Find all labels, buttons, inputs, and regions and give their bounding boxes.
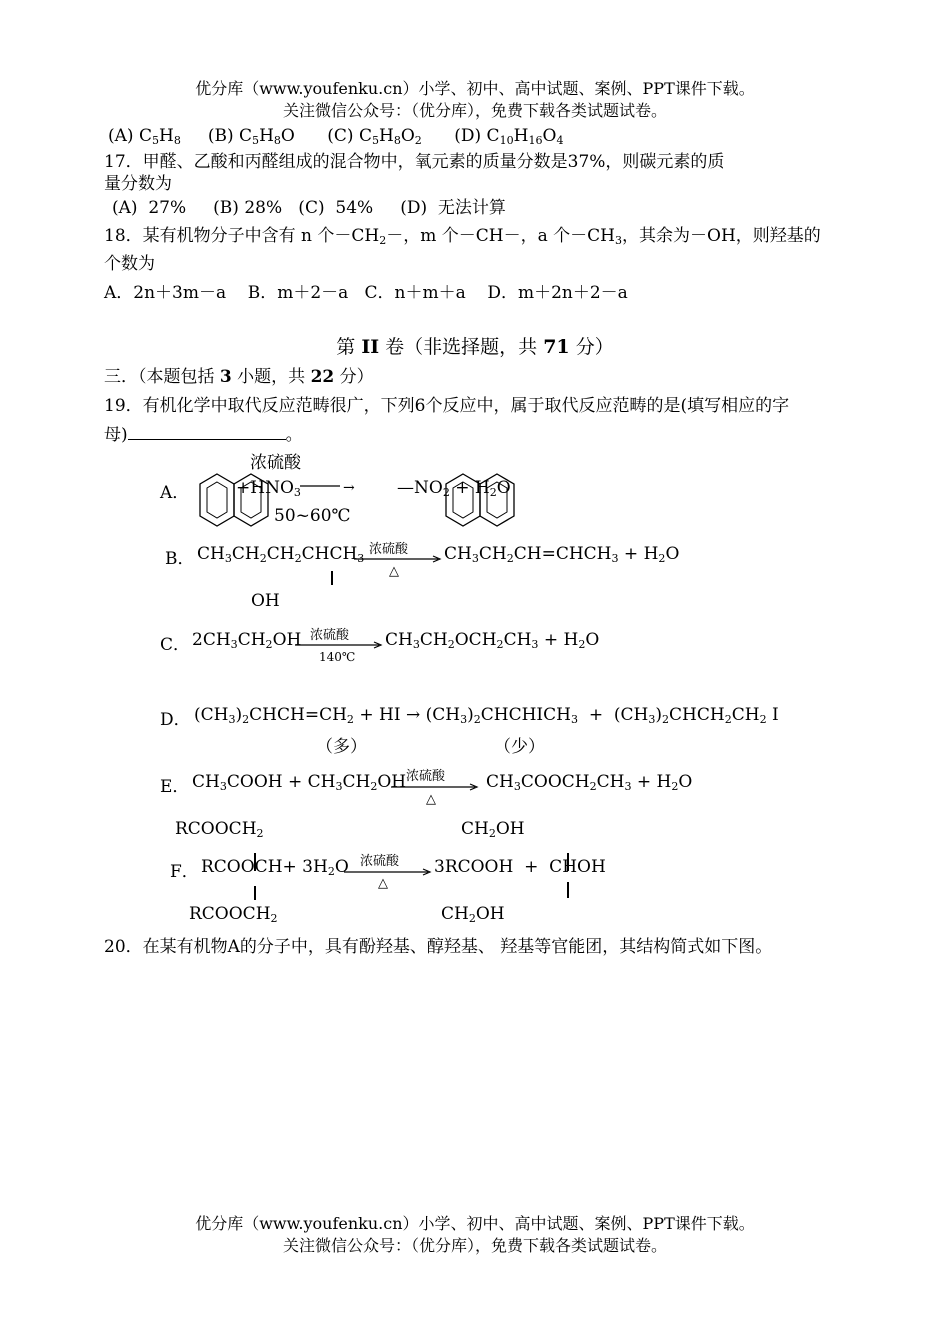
answer-blank[interactable]: [128, 424, 286, 440]
c-reactant: $2CH_3CH_2OH$: [192, 630, 302, 651]
a-arrow-icon: [300, 480, 360, 496]
a-cond-bottom: 50~60℃: [274, 506, 351, 526]
naphthalene-product-icon: [444, 470, 522, 536]
b-cond-bottom: △: [389, 564, 399, 579]
q19-line-2-suffix: 。: [285, 425, 303, 445]
e-cond-bottom: △: [426, 792, 436, 807]
f-arrow-icon: [344, 866, 434, 878]
a-cond-top: 浓硫酸: [250, 453, 301, 473]
f-cond-bottom: △: [378, 876, 388, 891]
a-label: A．: [160, 483, 190, 503]
b-oh: OH: [251, 591, 280, 611]
f-label: F．: [170, 862, 199, 882]
section-title: 第 II 卷（非选择题，共 71 分）: [336, 336, 614, 358]
q16-options: (A) $C_5H_8$ (B) $C_5H_8O$ (C) $C_5H_8O_2$ (D) $C_{10}H_{16}O_4$: [108, 126, 564, 147]
q17-line-1: 17．甲醛、乙酸和丙醛组成的混合物中，氧元素的质量分数是37%，则碳元素的质: [104, 152, 725, 172]
f-bottom-left: $RCOOCH_2$: [189, 904, 278, 925]
e-product: $CH_3COOCH_2CH_3 + H_2O$: [486, 772, 693, 793]
d-label: D．: [160, 710, 191, 730]
e-label: E．: [160, 777, 190, 797]
q17-line-2: 量分数为: [104, 174, 172, 194]
f-bond-line-lower-right: [567, 882, 569, 898]
q18-line-1: 18．某有机物分子中含有 n 个$-CH_2-$，m 个－CH－，a 个$-CH_3$，其余为－OH，则羟基的: [104, 226, 821, 247]
q17-options: (A) 27% (B) 28% (C) 54% (D) 无法计算: [112, 198, 506, 218]
footer-line-2: 关注微信公众号：（优分库），免费下载各类试题试卷。: [282, 1236, 667, 1255]
d-note-less: （少）: [494, 737, 545, 757]
a-reagent: $+HNO_3$: [236, 478, 301, 499]
q19-line-2: [104, 420, 303, 445]
e-arrow-icon: [391, 781, 481, 793]
b-label: B．: [165, 549, 195, 569]
svg-text:→: →: [343, 480, 355, 496]
q20-line-1: 20．在某有机物A的分子中，具有酚羟基、醇羟基、 羟基等官能团，其结构简式如下图。: [104, 937, 773, 957]
f-bottom-right: $CH_2OH$: [441, 904, 505, 925]
e-cond-top: 浓硫酸: [406, 769, 446, 784]
b-reactant: $CH_3CH_2CH_2CHCH_3$: [197, 544, 365, 565]
f-cond-top: 浓硫酸: [360, 854, 400, 869]
f-top-right: $CH_2OH$: [461, 819, 525, 840]
q19-line-1: 19．有机化学中取代反应范畴很广，下列6个反应中，属于取代反应范畴的是(填写相应的字: [104, 396, 790, 416]
f-product: 3RCOOH + CHOH: [434, 857, 606, 877]
f-reactant: RCOOCH+ $3H_2O$: [201, 857, 349, 878]
b-arrow-icon: [354, 553, 444, 565]
q19-line-2-prefix: 母): [104, 425, 128, 445]
c-cond-top: 浓硫酸: [310, 628, 350, 643]
c-label: C．: [160, 635, 191, 655]
b-bond-line: [331, 571, 333, 585]
b-cond-top: 浓硫酸: [369, 542, 409, 557]
f-top-left: $RCOOCH_2$: [175, 819, 264, 840]
q18-options: A．2n＋3m－a B．m＋2－a C．n＋m＋a D．m＋2n＋2－a: [104, 283, 628, 303]
footer-line-1: 优分库（www.youfenku.cn）小学、初中、高中试题、案例、PPT课件下载。: [195, 1214, 755, 1233]
d-note-more: （多）: [316, 737, 367, 757]
c-product: $CH_3CH_2OCH_2CH_3 + H_2O$: [385, 630, 600, 651]
a-product: $—NO_2 + H_2O$: [397, 478, 511, 499]
section-part: 三．（本题包括 3 小题，共 22 分）: [104, 367, 374, 387]
d-equation: $(CH_3)_2CHCH=CH_2$ + HI → $(CH_3)_2CHCHICH_3$ + $(CH_3)_2CHCH_2CH_2$ I: [194, 705, 779, 726]
q18-line-2: 个数为: [104, 254, 155, 274]
f-bond-line-lower-left: [254, 886, 256, 900]
header-line-2: 关注微信公众号：（优分库），免费下载各类试题试卷。: [282, 101, 667, 120]
c-cond-bottom: 140℃: [319, 650, 356, 664]
b-product: $CH_3CH_2CH=CHCH_3 + H_2O$: [444, 544, 680, 565]
e-reactant: $CH_3COOH + CH_3CH_2OH$: [192, 772, 407, 793]
header-line-1: 优分库（www.youfenku.cn）小学、初中、高中试题、案例、PPT课件下载。: [195, 79, 755, 98]
